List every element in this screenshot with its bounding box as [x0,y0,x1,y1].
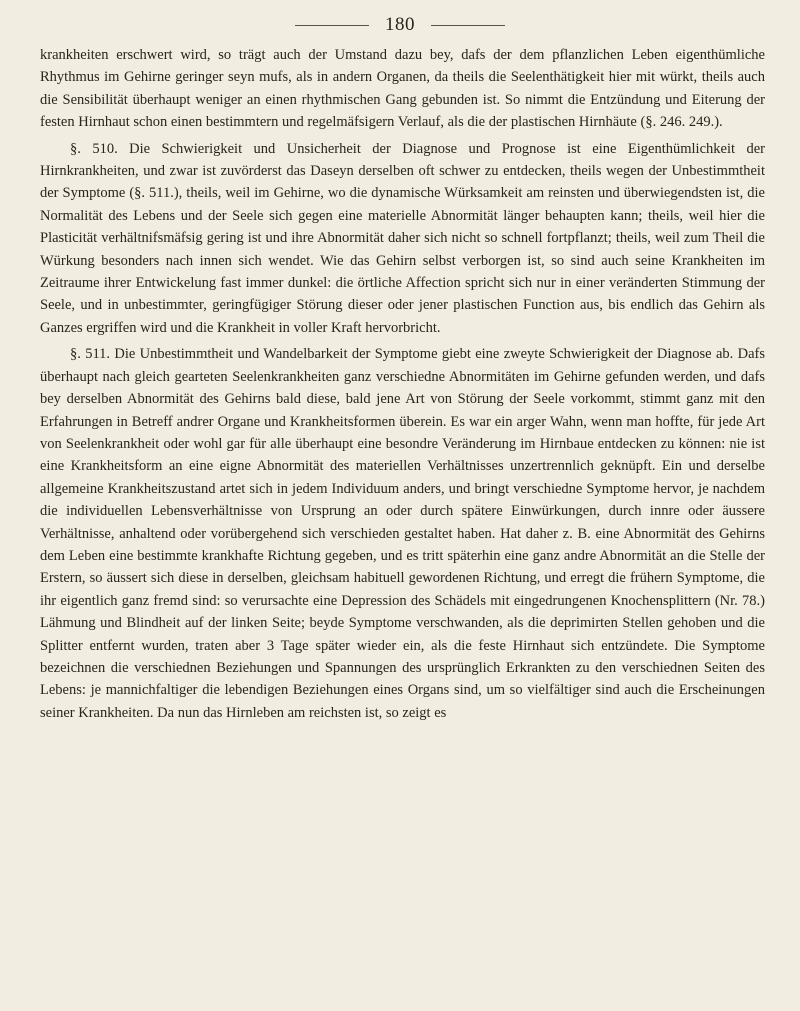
page-header [0,10,800,40]
paragraph-section-511: §. 511. Die Unbestimmtheit und Wandelbarkeit der Symptome giebt eine zweyte Schwierigkeit der Diagnose ab. Dafs überhaupt nach gleich gearteten Seelenkrankheiten ganz verschiedne Abnormitäten im Gehirne gefunden werden, und dafs bey derselben Abnormität des Gehirns bald diese, bald jene Art von Störung der Seele vorkommt, stimmt ganz mit den Erfahrungen in Betreff andrer Organe und Krankheitsformen überein. Es war ein arger Wahn, wenn man hoffte, für jede Art von Seelenkrankheit oder wohl gar für alle überhaupt eine besondre Veränderung im Hirnbaue entdecken zu können: nie ist eine Krankheitsform an eine eigne Abnormität des materiellen Verhältnisses unzertrennlich geknüpft. Ein und derselbe allgemeine Krankheitszustand artet sich in jedem Individuum anders, und bringt verschiedne Symptome hervor, je nachdem die individuellen Lebensverhältnisse von Ursprung an oder durch spätere Einwürkungen, durch innre oder äussere Verhältnisse, anhaltend oder vorübergehend sich verschieden gestaltet haben. Hat daher z. B. eine Abnormität des Gehirns dem Leben eine bestimmte krankhafte Richtung gegeben, und es tritt späterhin eine ganz andre Abnormität an die Stelle der Erstern, so äussert sich diese in derselben, gleichsam habituell gewordenen Richtung, und erregt die frühern Symptome, die ihr eigentlich ganz fremd sind: so verursachte eine Depression des Schädels mit eingedrungenen Knochensplittern (Nr. 78.) Lähmung und Blindheit auf der linken Seite; beyde Symptome verschwanden, als die deprimirten Stellen gehoben und die Splitter entfernt wurden, traten aber 3 Tage später wieder ein, als die feste Hirnhaut sich entzündete. Die Symptome bezeichnen die verschiednen Beziehungen und Spannungen des ursprünglich Erkrankten zu den verschiednen Seiten des Lebens: je mannichfaltiger die lebendigen Beziehungen eines Organs sind, um so vielfältiger sind auch die Erscheinungen seiner Krankheiten. Da nun das Hirnleben am reichsten ist, so zeigt es [40,346,765,721]
page-number: 180 [385,14,415,35]
body-text [40,44,765,728]
header-rule-left [295,25,369,26]
paragraph-continuation: krankheiten erschwert wird, so trägt auch der Umstand dazu bey, dafs der dem pflanzlichen Leben eigenthümliche Rhythmus im Gehirne geringer seyn mufs, als in andern Organen, da theils die Seelenthätigkeit hier mit würkt, theils auch die Sensibilität überhaupt weniger an einen rhythmischen Gang gebunden ist. So nimmt die Entzündung und Eiterung der festen Hirnhaut schon einen bestimmtern und regelmäfsigern Verlauf, als die der plastischen Hirnhäute (§. 246. 249.). [40,47,765,131]
header-rule-right [431,25,505,26]
paragraph-section-510: §. 510. Die Schwierigkeit und Unsicherheit der Diagnose und Prognose ist eine Eigenthümlichkeit der Hirnkrankheiten, und zwar ist zuvörderst das Daseyn derselben oft schwer zu entdecken, theils wegen der Unbestimmtheit der Symptome (§. 511.), theils, weil im Gehirne, wo die dynamische Würksamkeit am reinsten und überwiegendsten ist, die Normalität des Lebens und der Seele sich gegen eine materielle Abnormität länger behaupten kann; theils, weil hier die Plasticität verhältnifsmäfsig gering ist und ihre Abnormität daher sich nicht so schnell fortpflanzt; theils, weil zum Theil die Würkung besonders nach innen sich wendet. Wie das Gehirn selbst verborgen ist, so sind auch seine Krankheiten im Zeitraume ihrer Entwickelung fast immer dunkel: die örtliche Affection spricht sich nur in einer veränderten Stimmung der Seele, und in unbestimmter, geringfügiger Störung dieser oder jener plastischen Function aus, bis endlich das Gehirn als Ganzes ergriffen wird und die Krankheit in voller Kraft hervorbricht. [40,140,765,336]
